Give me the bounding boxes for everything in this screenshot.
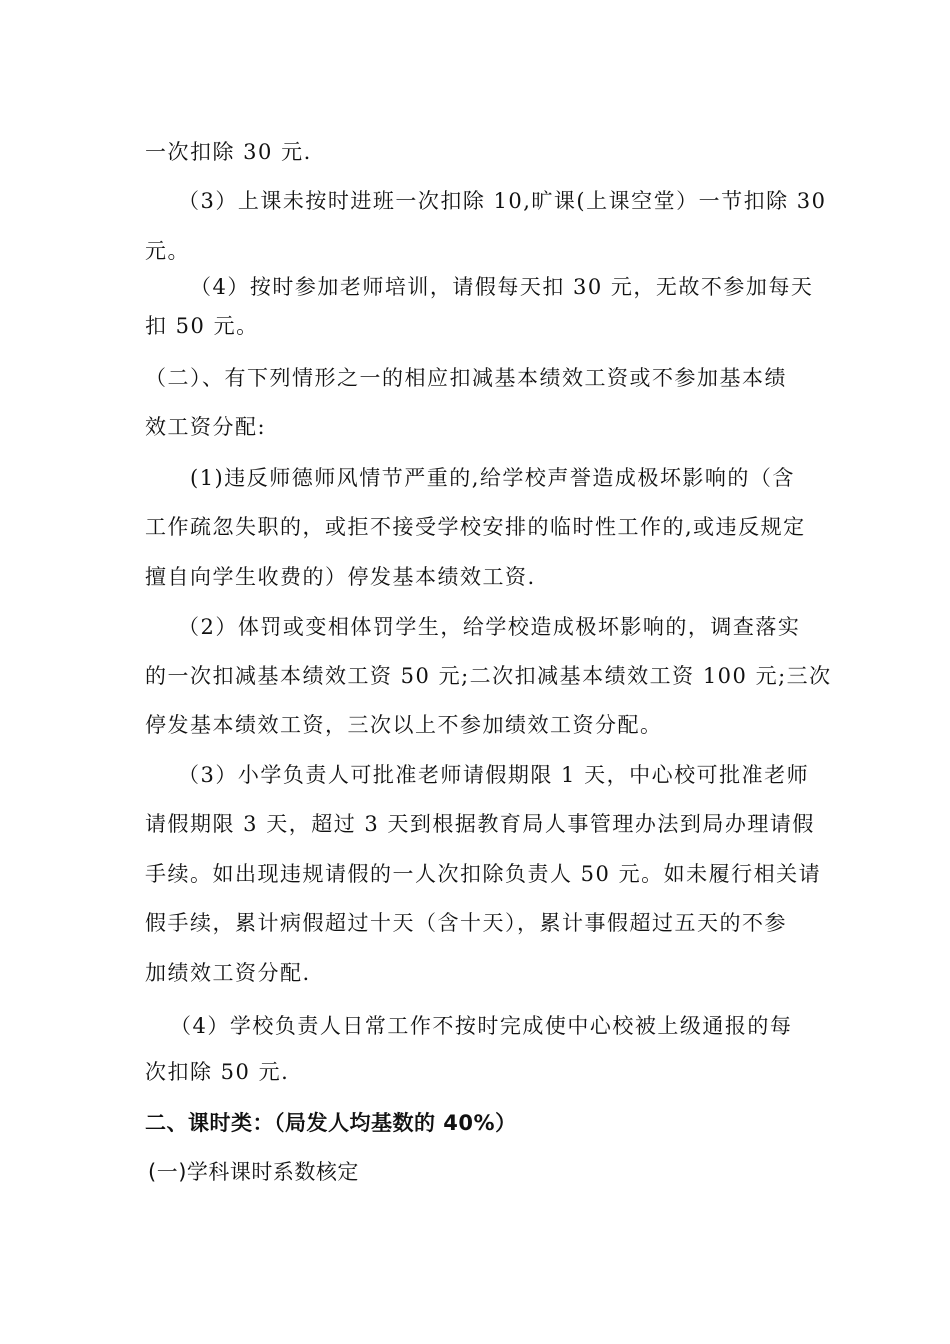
text-line: 次扣除 50 元.: [145, 1060, 290, 1084]
text-line: 擅自向学生收费的）停发基本绩效工资.: [145, 565, 536, 589]
section-heading: 二、课时类：（局发人均基数的 40%）: [145, 1111, 517, 1135]
text-line: （二）、有下列情形之一的相应扣减基本绩效工资或不参加基本绩: [145, 366, 787, 390]
text-line: 加绩效工资分配.: [145, 961, 311, 985]
text-line: 请假期限 3 天，超过 3 天到根据教育局人事管理办法到局办理请假: [145, 812, 815, 836]
text-line: 元。: [145, 239, 190, 263]
text-line: 工作疏忽失职的，或拒不接受学校安排的临时性工作的,或违反规定: [145, 515, 806, 539]
text-line: （3）上课未按时进班一次扣除 10,旷课(上课空堂）一节扣除 30: [178, 189, 827, 213]
text-line: （4）学校负责人日常工作不按时完成使中心校被上级通报的每: [170, 1014, 793, 1038]
text-line: 效工资分配:: [145, 415, 267, 439]
text-line: (1)违反师德师风情节严重的,给学校声誉造成极坏影响的（含: [190, 466, 795, 490]
text-line: （3）小学负责人可批准老师请假期限 1 天，中心校可批准老师: [178, 763, 810, 787]
text-line: 停发基本绩效工资，三次以上不参加绩效工资分配。: [145, 713, 663, 737]
text-line: 的一次扣减基本绩效工资 50 元;二次扣减基本绩效工资 100 元;三次: [145, 664, 832, 688]
text-line: 假手续，累计病假超过十天（含十天），累计事假超过五天的不参: [145, 911, 787, 935]
text-line: （4）按时参加老师培训，请假每天扣 30 元，无故不参加每天: [190, 275, 814, 299]
text-line: 一次扣除 30 元.: [145, 140, 312, 164]
subsection-heading: (一)学科课时系数核定: [148, 1160, 359, 1184]
text-line: 扣 50 元。: [145, 314, 259, 338]
text-line: 手续。如出现违规请假的一人次扣除负责人 50 元。如未履行相关请: [145, 862, 822, 886]
text-line: （2）体罚或变相体罚学生，给学校造成极坏影响的，调查落实: [178, 615, 801, 639]
